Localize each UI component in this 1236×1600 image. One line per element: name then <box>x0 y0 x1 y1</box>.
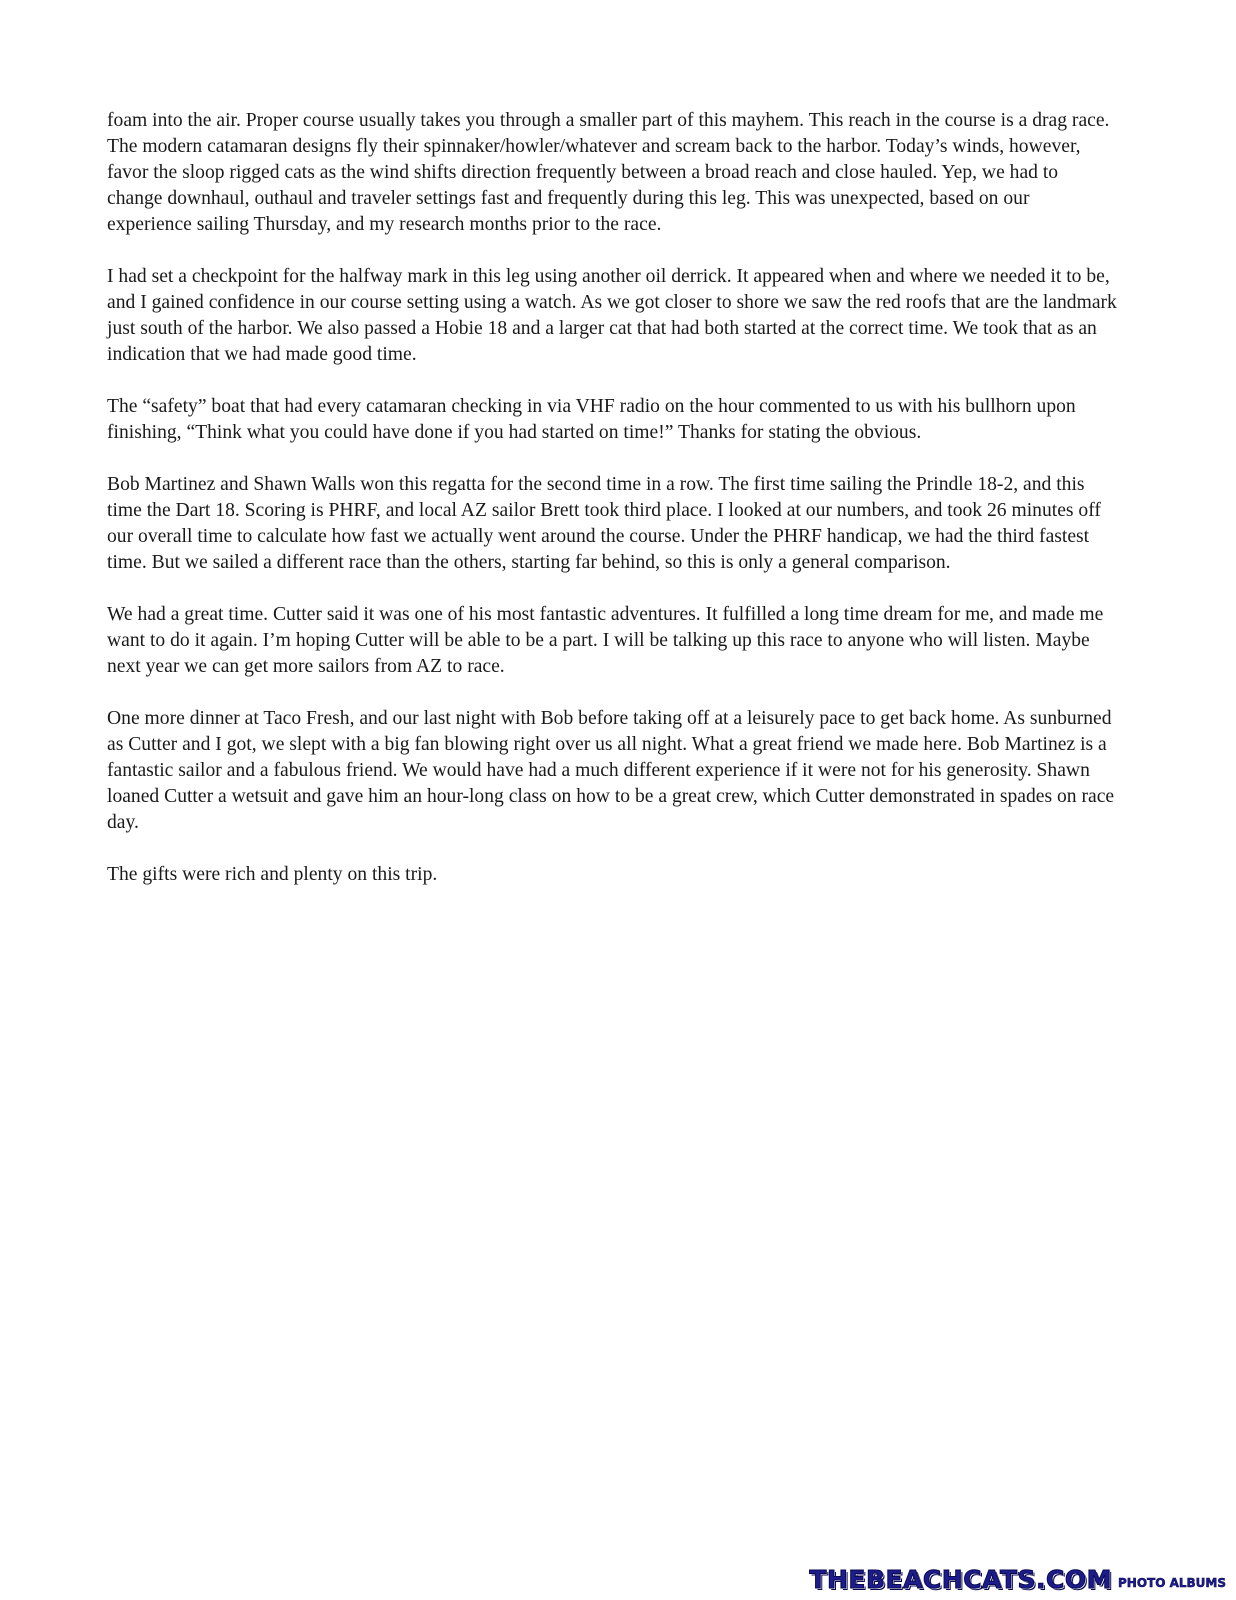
watermark-label: PHOTO ALBUMS <box>1117 1576 1226 1590</box>
paragraph-5: We had a great time. Cutter said it was one of his most fantastic adventures. It fulfilled a long time dream for me, and made me want to do it again. I’m hoping Cutter will be able to be a part. I will be talking up this race to anyone who will listen. Maybe next year we can get more sailors from AZ to race. <box>107 604 1104 677</box>
paragraph-7: The gifts were rich and plenty on this trip. <box>107 864 438 885</box>
paragraph-4: Bob Martinez and Shawn Walls won this regatta for the second time in a row. The first time sailing the Prindle 18-2, and this time the Dart 18. Scoring is PHRF, and local AZ sailor Brett took third place. I looked at our numbers, and took 26 minutes off our overall time to calculate how fast we actually went around the course. Under the PHRF handicap, we had the third fastest time. But we sailed a different race than the others, starting far behind, so this is only a general comparison. <box>107 474 1101 573</box>
paragraph-6: One more dinner at Taco Fresh, and our last night with Bob before taking off at a leisurely pace to get back home. As sunburned as Cutter and I got, we slept with a big fan blowing right over us all night. What a great friend we made here. Bob Martinez is a fantastic sailor and a fabulous friend. We would have had a much different experience if it were not for his generosity. Shawn loaned Cutter a wetsuit and gave him an hour-long class on how to be a great crew, which Cutter demonstrated in spades on race day. <box>107 708 1115 833</box>
document-page <box>107 108 1117 914</box>
paragraph-2: I had set a checkpoint for the halfway mark in this leg using another oil derrick. It appeared when and where we needed it to be, and I gained confidence in our course setting using a watch. As we got closer to shore we saw the red roofs that are the landmark just south of the harbor. We also passed a Hobie 18 and a larger cat that had both started at the correct time. We took that as an indication that we had made good time. <box>107 266 1117 365</box>
site-watermark <box>809 1566 1226 1594</box>
paragraph-3: The “safety” boat that had every catamaran checking in via VHF radio on the hour commented to us with his bullhorn upon finishing, “Think what you could have done if you had started on time!” Thanks for stating the obvious. <box>107 396 1076 443</box>
paragraph-1: foam into the air. Proper course usually takes you through a smaller part of this mayhem. This reach in the course is a drag race. The modern catamaran designs fly their spinnaker/howler/whatever and scream back to the harbor. Today’s winds, however, favor the sloop rigged cats as the wind shifts direction frequently between a broad reach and close hauled. Yep, we had to change downhaul, outhaul and traveler settings fast and frequently during this leg. This was unexpected, based on our experience sailing Thursday, and my research months prior to the race. <box>107 110 1110 235</box>
watermark-site-name: THEBEACHCATS.COM <box>809 1565 1112 1594</box>
